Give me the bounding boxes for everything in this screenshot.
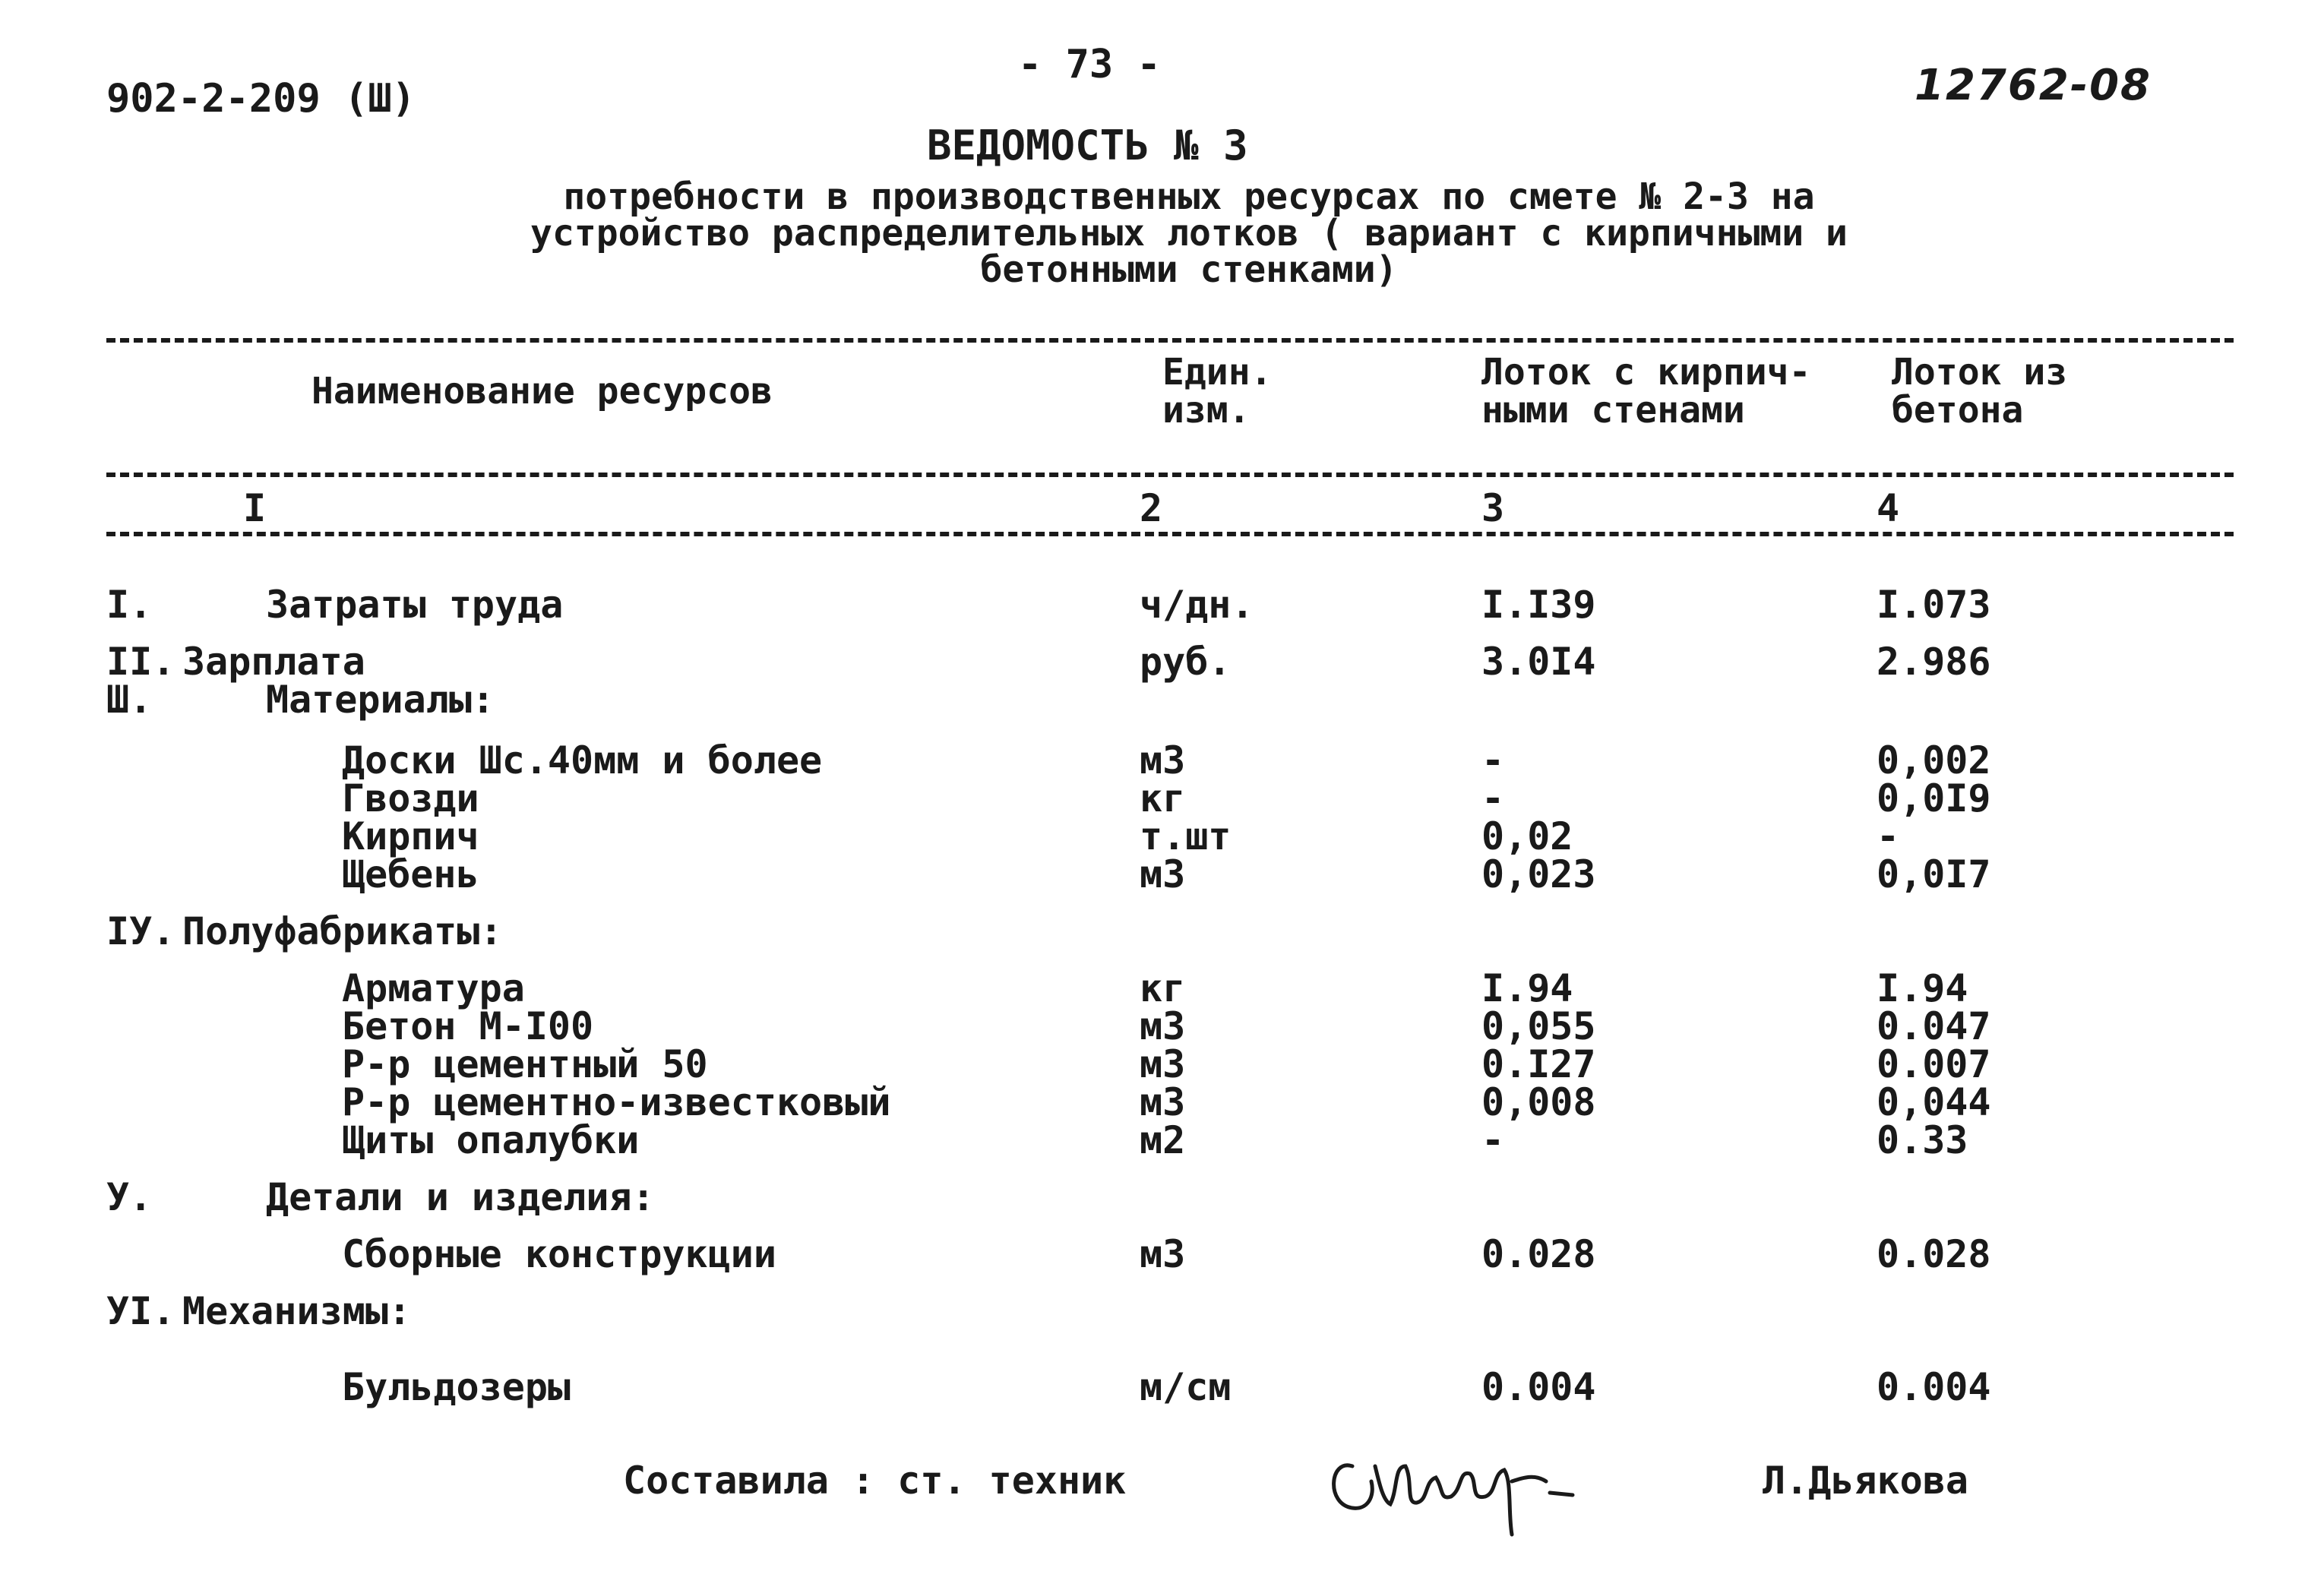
column-header-brick: Лоток с кирпич- ными стенами [1481,351,1811,431]
row-concrete-value: 0,044 [1877,1080,1991,1124]
row-number: Ш. [106,678,153,722]
column-number-4: 4 [1877,486,1900,530]
row-name: Щебень [342,852,479,896]
row-concrete-value: 0,0I7 [1877,852,1991,896]
row-unit: кг [1140,776,1186,820]
row-brick-value: 0,008 [1481,1080,1596,1124]
row-unit: т.шт [1140,814,1232,858]
row-name: Материалы: [266,678,495,722]
row-brick-value: 0,023 [1481,852,1596,896]
row-concrete-value: 0,002 [1877,738,1991,782]
row-unit: м2 [1140,1118,1186,1162]
row-brick-value: 0.004 [1481,1365,1596,1409]
row-concrete-value: 0.047 [1877,1004,1991,1048]
compiler-name: Л.Дьякова [1763,1459,1968,1503]
row-brick-value: - [1481,1118,1505,1162]
row-number: У. [106,1175,153,1219]
row-name: Арматура [342,966,525,1010]
row-name: Р-р цементный 50 [342,1042,708,1086]
row-number: II. [106,640,175,684]
row-unit: м3 [1140,1232,1186,1276]
row-number: IУ. [106,909,175,953]
row-name: Детали и изделия: [266,1175,655,1219]
row-brick-value: 0.I27 [1481,1042,1596,1086]
column-number-2: 2 [1140,486,1163,530]
row-concrete-value: 0.028 [1877,1232,1991,1276]
document-title: ВЕДОМОСТЬ № 3 [927,122,1248,169]
row-concrete-value: 0,0I9 [1877,776,1991,820]
column-number-1: I [243,486,267,530]
document-subtitle: потребности в производственных ресурсах по смете № 2-3 на устройство распределительных лотков ( вариант с кирпичными и бетонными стенками) [530,175,1848,291]
row-unit: м3 [1140,1042,1186,1086]
row-unit: кг [1140,966,1186,1010]
row-unit: м3 [1140,1080,1186,1124]
row-unit: ч/дн. [1140,583,1254,627]
header-top-divider [106,338,2234,343]
row-unit: м/см [1140,1365,1232,1409]
row-brick-value: 0,02 [1481,814,1573,858]
column-number-3: 3 [1481,486,1505,530]
row-brick-value: 3.0I4 [1481,640,1596,684]
row-number: УI. [106,1289,175,1333]
row-brick-value: 0,055 [1481,1004,1596,1048]
row-name: Сборные конструкции [342,1232,776,1276]
row-name: Зарплата [182,640,365,684]
row-concrete-value: 2.986 [1877,640,1991,684]
row-unit: руб. [1140,640,1232,684]
row-name: Кирпич [342,814,479,858]
row-concrete-value: 0.004 [1877,1365,1991,1409]
page-number: - 73 - [1018,42,1161,87]
row-name: Гвозди [342,776,479,820]
row-concrete-value: 0.33 [1877,1118,1968,1162]
document-number: 12762-08 [1915,61,2152,110]
row-name: Механизмы: [182,1289,412,1333]
row-name: Щиты опалубки [342,1118,640,1162]
column-header-name: Наименование ресурсов [311,370,773,413]
row-concrete-value: I.94 [1877,966,1968,1010]
row-unit: м3 [1140,738,1186,782]
row-concrete-value: - [1877,814,1900,858]
row-brick-value: - [1481,776,1505,820]
row-name: Доски Шс.40мм и более [342,738,823,782]
row-brick-value: I.I39 [1481,583,1596,627]
column-header-concrete: Лоток из бетона [1892,351,2068,431]
row-brick-value: I.94 [1481,966,1573,1010]
handwritten-signature [1322,1436,1580,1542]
row-brick-value: 0.028 [1481,1232,1596,1276]
row-name: Бульдозеры [342,1365,571,1409]
row-concrete-value: 0.007 [1877,1042,1991,1086]
column-header-unit: Един. изм. [1162,351,1273,431]
row-name: Затраты труда [266,583,564,627]
row-unit: м3 [1140,852,1186,896]
compiled-by-label: Составила : ст. техник [623,1459,1127,1503]
column-number-divider [106,532,2234,536]
row-name: Р-р цементно-известковый [342,1080,891,1124]
row-concrete-value: I.073 [1877,583,1991,627]
row-number: I. [106,583,153,627]
row-name: Полуфабрикаты: [182,909,503,953]
row-name: Бетон М-I00 [342,1004,594,1048]
row-brick-value: - [1481,738,1505,782]
document-code: 902-2-209 (Ш) [106,76,416,122]
header-bottom-divider [106,473,2234,477]
row-unit: м3 [1140,1004,1186,1048]
